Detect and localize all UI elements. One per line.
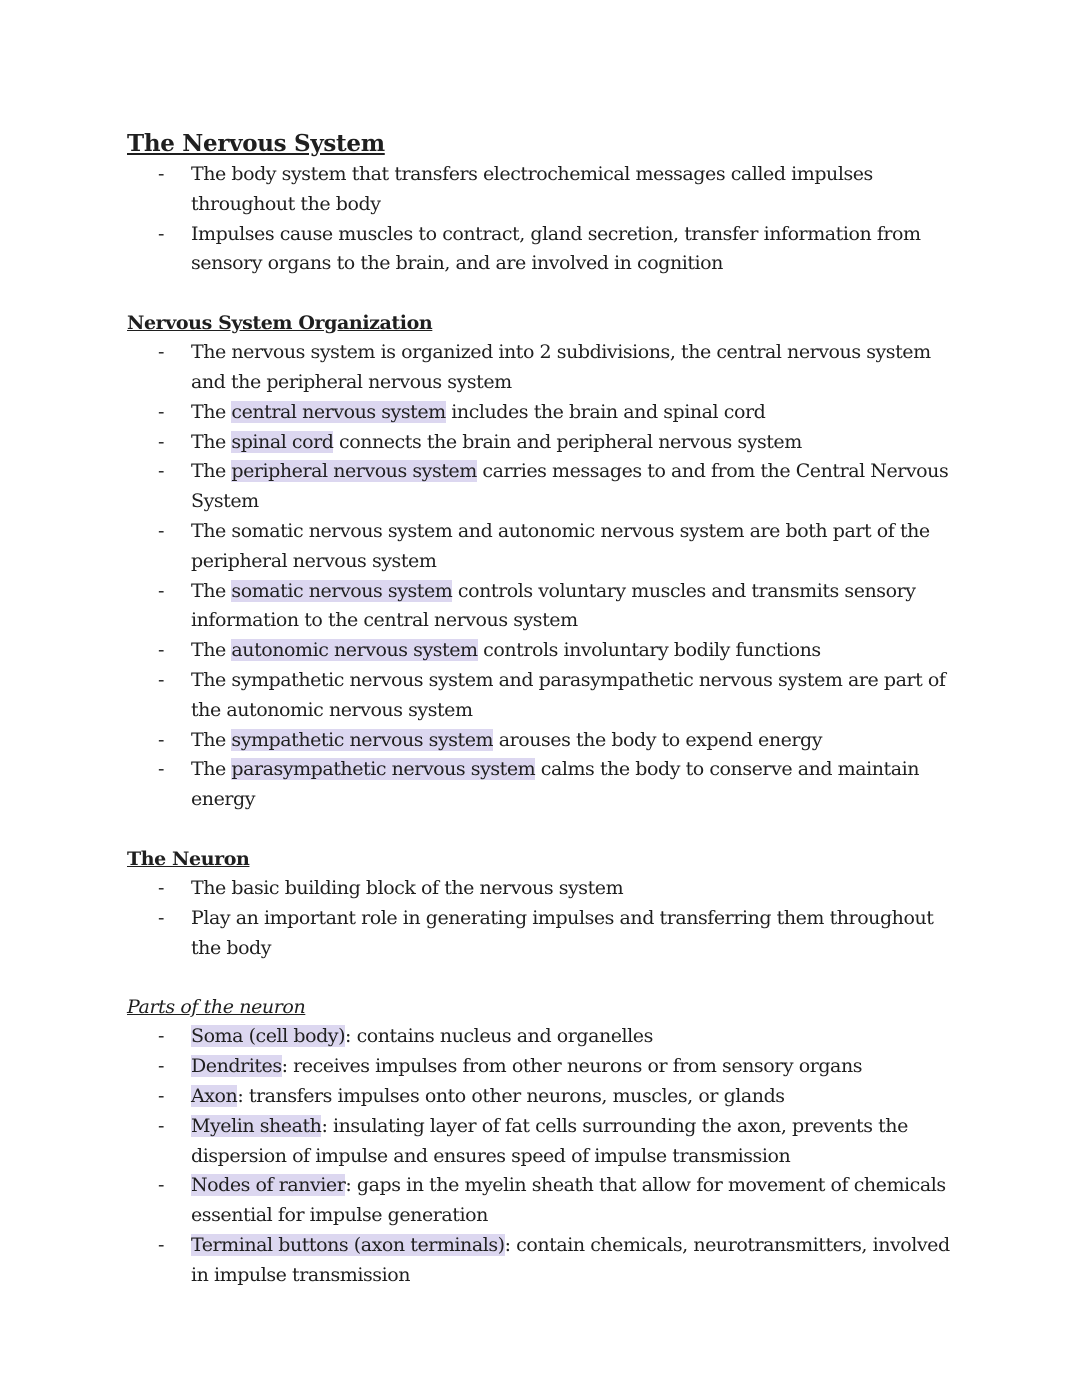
dash-bullet: -	[158, 341, 164, 364]
highlighted-term: Soma (cell body)	[191, 1025, 346, 1048]
section-title-neuron: The Neuron	[127, 847, 250, 870]
section-title-parts-of-neuron: Parts of the neuron	[127, 996, 306, 1019]
dash-bullet: -	[158, 430, 164, 453]
bullet-list-organization	[127, 338, 967, 815]
section-title-nervous-system: The Nervous System	[127, 130, 385, 157]
bullet-list-neuron	[127, 874, 967, 963]
highlighted-term: somatic nervous system	[231, 579, 453, 602]
highlighted-term: Terminal buttons (axon terminals)	[191, 1233, 505, 1256]
highlighted-term: Nodes of ranvier	[191, 1174, 346, 1197]
list-item: - Impulses cause muscles to contract, gland secretion, transfer information from sensory organs to the brain, and are involved in cognition	[127, 220, 967, 280]
list-item: - The central nervous system includes the brain and spinal cord	[127, 398, 967, 428]
dash-bullet: -	[158, 639, 164, 662]
bullet-list-parts	[127, 1022, 967, 1290]
list-item: - Axon: transfers impulses onto other neurons, muscles, or glands	[127, 1082, 967, 1112]
list-item: - Dendrites: receives impulses from other neurons or from sensory organs	[127, 1052, 967, 1082]
section-title-organization: Nervous System Organization	[127, 312, 433, 335]
list-item: - The sympathetic nervous system and parasympathetic nervous system are part of the autonomic nervous system	[127, 666, 967, 726]
highlighted-term: Axon	[191, 1084, 238, 1107]
list-item: - Terminal buttons (axon terminals): contain chemicals, neurotransmitters, involved in impulse transmission	[127, 1231, 967, 1291]
dash-bullet: -	[158, 668, 164, 691]
dash-bullet: -	[158, 460, 164, 483]
document-content	[127, 128, 967, 1291]
dash-bullet: -	[158, 728, 164, 751]
list-item: - The body system that transfers electrochemical messages called impulses throughout the body	[127, 160, 967, 220]
dash-bullet: -	[158, 1233, 164, 1256]
highlighted-term: sympathetic nervous system	[231, 728, 494, 751]
highlighted-term: peripheral nervous system	[231, 460, 477, 483]
highlighted-term: Myelin sheath	[191, 1114, 322, 1137]
dash-bullet: -	[158, 1025, 164, 1048]
highlighted-term: Dendrites	[191, 1055, 282, 1078]
list-item: - Myelin sheath: insulating layer of fat cells surrounding the axon, prevents the dispersion of impulse and ensures speed of impulse transmission	[127, 1112, 967, 1172]
dash-bullet: -	[158, 519, 164, 542]
highlighted-term: central nervous system	[231, 400, 446, 423]
highlighted-term: autonomic nervous system	[231, 639, 478, 662]
list-item: - The somatic nervous system controls voluntary muscles and transmits sensory information to the central nervous system	[127, 577, 967, 637]
highlighted-term: parasympathetic nervous system	[231, 758, 536, 781]
dash-bullet: -	[158, 163, 164, 185]
list-item: - Soma (cell body): contains nucleus and organelles	[127, 1022, 967, 1052]
dash-bullet: -	[158, 1174, 164, 1197]
bullet-list-nervous-system	[127, 160, 967, 279]
list-item: - Play an important role in generating impulses and transferring them throughout the body	[127, 904, 967, 964]
dash-bullet: -	[158, 758, 164, 781]
dash-bullet: -	[158, 876, 164, 899]
dash-bullet: -	[158, 222, 164, 245]
list-item: - The sympathetic nervous system arouses the body to expend energy	[127, 726, 967, 756]
list-item: - The nervous system is organized into 2 subdivisions, the central nervous system and the peripheral nervous system	[127, 338, 967, 398]
dash-bullet: -	[158, 1114, 164, 1137]
list-item: - The spinal cord connects the brain and peripheral nervous system	[127, 428, 967, 458]
dash-bullet: -	[158, 906, 164, 929]
list-item: - The somatic nervous system and autonomic nervous system are both part of the peripheral nervous system	[127, 517, 967, 577]
dash-bullet: -	[158, 579, 164, 602]
list-item: - The parasympathetic nervous system calms the body to conserve and maintain energy	[127, 755, 967, 815]
dash-bullet: -	[158, 400, 164, 423]
list-item: - Nodes of ranvier: gaps in the myelin sheath that allow for movement of chemicals essential for impulse generation	[127, 1171, 967, 1231]
highlighted-term: spinal cord	[231, 430, 334, 453]
list-item: - The autonomic nervous system controls involuntary bodily functions	[127, 636, 967, 666]
dash-bullet: -	[158, 1055, 164, 1078]
list-item: - The basic building block of the nervous system	[127, 874, 967, 904]
dash-bullet: -	[158, 1084, 164, 1107]
list-item: - The peripheral nervous system carries messages to and from the Central Nervous System	[127, 457, 967, 517]
